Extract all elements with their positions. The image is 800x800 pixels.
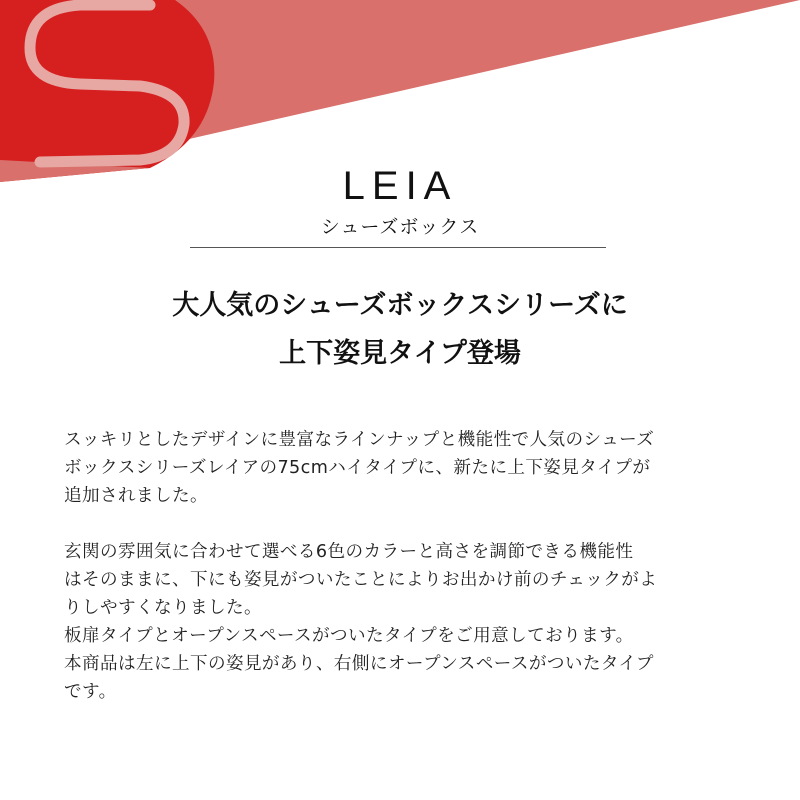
product-category: シューズボックス [320, 216, 480, 238]
text-line: 板扉タイプとオープンスペースがついたタイプをご用意しております。 [64, 626, 634, 646]
description-paragraph-1 [64, 426, 744, 510]
description [64, 426, 744, 706]
text-line: スッキリとしたデザインに豊富なラインナップと機能性で人気のシューズ [64, 430, 655, 450]
description-paragraph-2 [64, 538, 744, 706]
text-line: です。 [64, 682, 117, 702]
headline-line-2: 上下姿見タイプ登場 [279, 338, 521, 369]
text-line: 玄関の雰囲気に合わせて選べる6色のカラーと高さを調節できる機能性 [64, 542, 634, 562]
headline-line-1: 大人気のシューズボックスシリーズに [172, 290, 628, 321]
text-line: 追加されました。 [64, 486, 208, 506]
brand-block [0, 162, 800, 240]
text-line: りしやすくなりました。 [64, 598, 262, 618]
divider [190, 247, 606, 248]
headline [0, 282, 800, 378]
text-line: 本商品は左に上下の姿見があり、右側にオープンスペースがついたタイプ [64, 654, 654, 674]
text-line: ボックスシリーズレイアの75cmハイタイプに、新たに上下姿見タイプが [64, 458, 651, 478]
text-line: はそのままに、下にも姿見がついたことによりお出かけ前のチェックがよ [64, 570, 658, 590]
brand-name: LEIA [342, 164, 458, 208]
brand-logo-icon [0, 0, 214, 182]
